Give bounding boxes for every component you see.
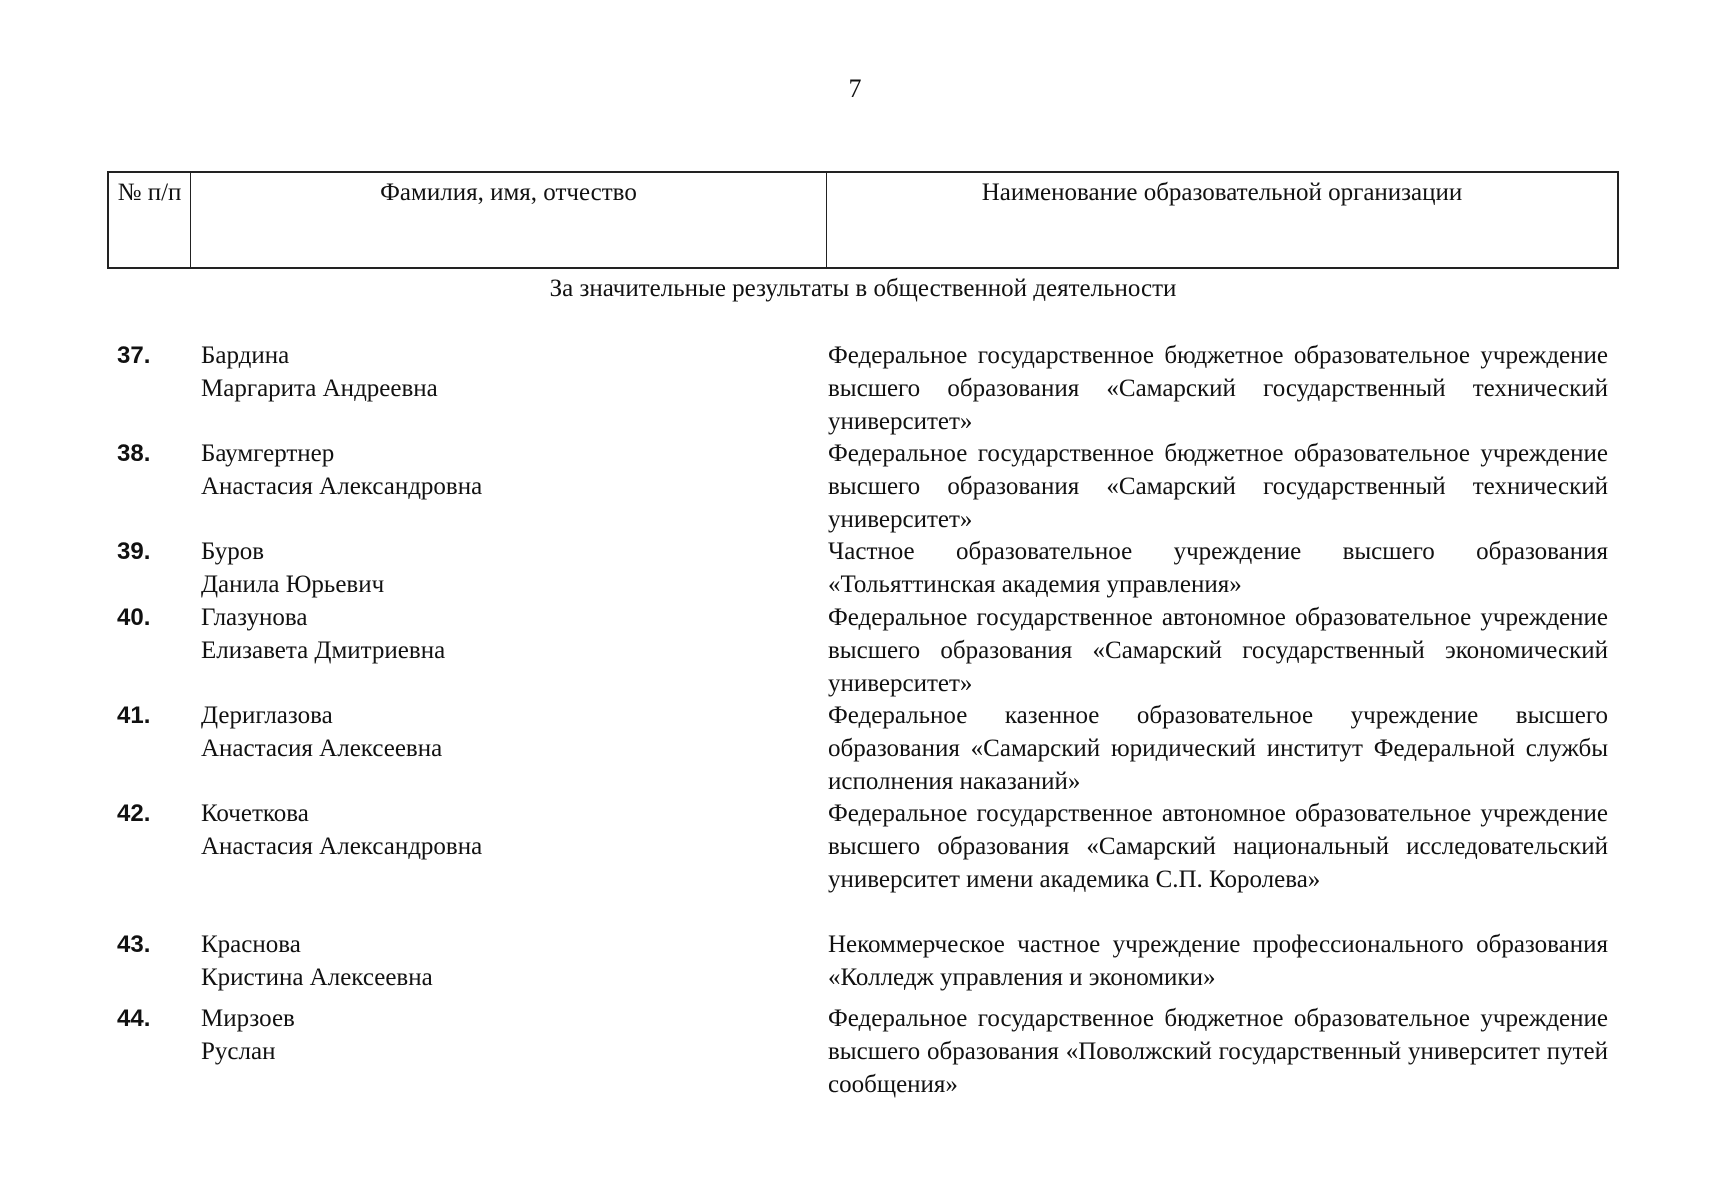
entry-number: 41. xyxy=(117,702,151,729)
entry-organization: Частное образовательное учреждение высшего образования «Тольяттинская академия управления» xyxy=(828,538,1608,598)
header-cell-full-name: Фамилия, имя, отчество xyxy=(191,173,827,267)
entry-person-name xyxy=(201,1002,801,1068)
table-header xyxy=(107,171,1619,269)
entry-organization: Некоммерческое частное учреждение профессионального образования «Колледж управления и экономики» xyxy=(828,931,1608,991)
entry-person-name xyxy=(201,797,801,863)
entry-person-name xyxy=(201,601,801,667)
entry-surname: Дериглазова xyxy=(201,702,333,729)
entry-given-names: Елизавета Дмитриевна xyxy=(201,637,446,664)
entry-given-names: Данила Юрьевич xyxy=(201,571,385,598)
entry-given-names: Руслан xyxy=(201,1038,276,1065)
entry-given-names: Кристина Алексеевна xyxy=(201,964,433,991)
entry-organization: Федеральное государственное бюджетное образовательное учреждение высшего образования «Поволжский государственный университет путей сообщения» xyxy=(828,1005,1608,1098)
header-cell-organization: Наименование образовательной организации xyxy=(981,179,1463,206)
entry-surname: Краснова xyxy=(201,931,301,958)
entry-number: 39. xyxy=(117,538,151,565)
page-number: 7 xyxy=(848,74,862,103)
entry-organization: Федеральное казенное образовательное учреждение высшего образования «Самарский юридический институт Федеральной службы исполнения наказаний» xyxy=(828,702,1608,795)
entry-number: 44. xyxy=(117,1005,151,1032)
entry-person-name xyxy=(201,928,801,994)
entry-surname: Глазунова xyxy=(201,604,308,631)
section-heading: За значительные результаты в общественной деятельности xyxy=(549,275,1177,302)
entry-person-name xyxy=(201,437,801,503)
entry-organization: Федеральное государственное бюджетное образовательное учреждение высшего образования «Самарский государственный технический университет» xyxy=(828,342,1608,435)
header-cell-number: № п/п xyxy=(109,173,191,267)
entry-surname: Буров xyxy=(201,538,265,565)
entry-number: 42. xyxy=(117,800,151,827)
entry-organization: Федеральное государственное автономное образовательное учреждение высшего образования «Самарский государственный экономический университет» xyxy=(828,604,1608,697)
entry-organization: Федеральное государственное автономное образовательное учреждение высшего образования «Самарский национальный исследовательский университет имени академика С.П. Королева» xyxy=(828,800,1608,893)
entry-person-name xyxy=(201,699,801,765)
entry-organization: Федеральное государственное бюджетное образовательное учреждение высшего образования «Самарский государственный технический университет» xyxy=(828,440,1608,533)
entry-given-names: Маргарита Андреевна xyxy=(201,375,438,402)
entry-surname: Баумгертнер xyxy=(201,440,335,467)
entry-person-name xyxy=(201,535,801,601)
entry-given-names: Анастасия Александровна xyxy=(201,473,483,500)
entry-surname: Кочеткова xyxy=(201,800,309,827)
entry-given-names: Анастасия Александровна xyxy=(201,833,483,860)
entry-surname: Мирзоев xyxy=(201,1005,295,1032)
entry-number: 38. xyxy=(117,440,151,467)
entry-number: 43. xyxy=(117,931,151,958)
entry-given-names: Анастасия Алексеевна xyxy=(201,735,443,762)
entry-surname: Бардина xyxy=(201,342,290,369)
entry-number: 37. xyxy=(117,342,151,369)
entry-person-name xyxy=(201,339,801,405)
entry-number: 40. xyxy=(117,604,151,631)
